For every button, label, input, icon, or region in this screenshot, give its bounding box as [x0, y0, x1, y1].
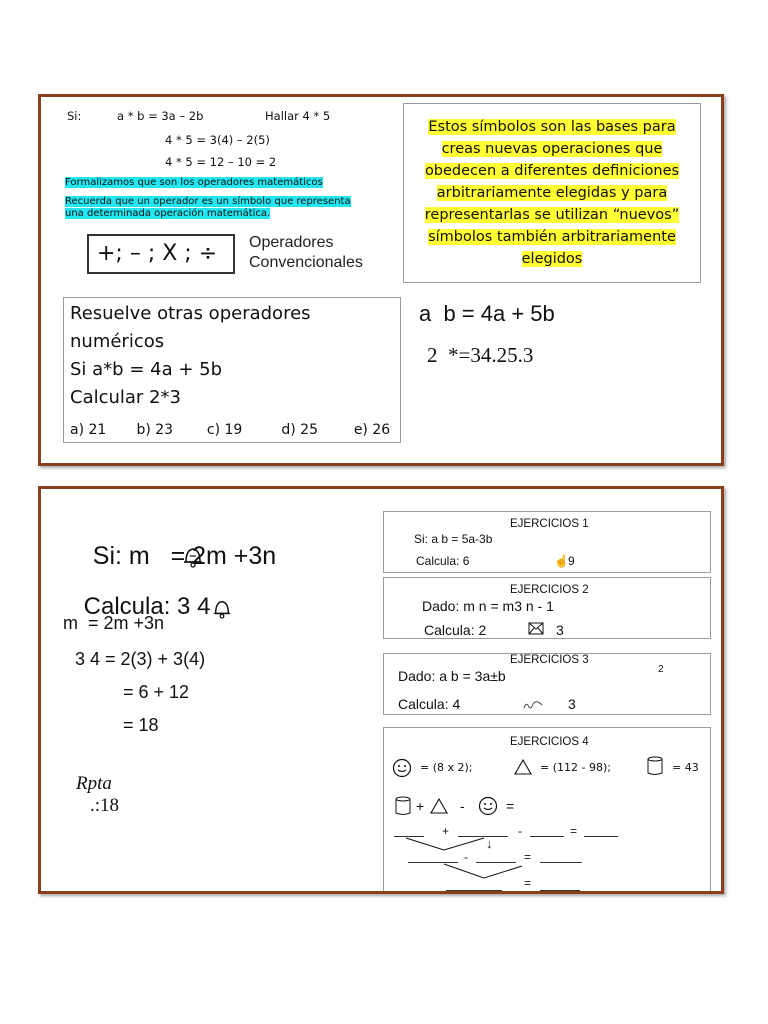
option-e: e) 26	[353, 422, 391, 438]
exercise-1-calc: Calcula: 6	[416, 554, 470, 568]
problem-step-1: 4 * 5 = 3(4) – 2(5)	[165, 133, 270, 147]
bell-operator-icon	[172, 569, 232, 654]
problem-definition: a * b = 3a – 2b	[117, 109, 204, 123]
exercise-4-eq-cylinder: = 43	[672, 761, 699, 774]
option-c: c) 19	[206, 422, 243, 438]
exercise-4-blank-minus: -	[518, 824, 522, 838]
example-step-def: m = 2m +3n	[63, 613, 165, 633]
formalize-text: Formalizamos que son los operadores matemáticos	[65, 177, 323, 188]
smiley-icon	[392, 758, 412, 783]
exercise-1-title: EJERCICIOS 1	[510, 518, 589, 530]
exercise-3-side-number: 2	[658, 664, 664, 675]
panel-operators-intro	[38, 94, 724, 466]
exercise-4-arrow: ↓	[486, 836, 493, 851]
info-box	[403, 103, 701, 283]
exercise-3-definition: Dado: a b = 3a±b	[398, 668, 506, 684]
example-step-1: 3 4 = 2(3) + 3(4)	[75, 649, 206, 669]
panel-new-operators	[38, 486, 724, 894]
blank-line	[584, 836, 618, 837]
example-step-3: = 18	[123, 715, 159, 735]
conventional-label: Operadores Convencionales	[249, 234, 363, 271]
conventional-operators-symbols: +; – ; X ; ÷	[97, 241, 218, 266]
exercise-3-calc: Calcula: 4	[398, 696, 461, 712]
envelope-operator-icon	[528, 622, 544, 640]
exercise-4-blank-equals: =	[570, 824, 578, 838]
exercise-4-blank2-minus: -	[464, 850, 468, 864]
exercise-4-blank2-equals: =	[524, 850, 532, 864]
exercise-4-blank-plus: +	[442, 824, 450, 838]
connector-lines	[404, 836, 554, 896]
exercise-1-box	[383, 511, 711, 573]
exercise-4-box	[383, 727, 711, 891]
blank-line	[540, 862, 582, 863]
info-text: Estos símbolos son las bases para creas nuevas operaciones que obedecen a diferentes definiciones arbitrariamente elegidas y para representarlas se utilizan “nuevos” símbolos también arbitrariamente elegidos	[424, 119, 680, 267]
hand-operator-icon: ☝	[554, 554, 569, 568]
exercise-4-blank3-equals: =	[524, 876, 532, 890]
exercise-text: Resuelve otras operadores numéricos Si a*b = 4a + 5b Calcular 2*3	[70, 303, 311, 408]
blank-line	[540, 890, 580, 891]
exercise-3-calc-number: 3	[568, 696, 576, 712]
exercise-4-eq-smiley: = (8 x 2);	[420, 761, 473, 774]
scribble-operator-icon	[522, 698, 544, 716]
reminder-text: Recuerda que un operador es un símbolo que representa una determinada operación matemática.	[65, 196, 351, 219]
exercise-1-calc-number: 9	[568, 554, 575, 568]
blank-line	[408, 862, 458, 863]
triangle-icon	[514, 759, 532, 780]
exercise-box	[63, 297, 401, 443]
smiley-icon	[478, 796, 498, 821]
blank-line	[476, 862, 516, 863]
blank-line	[446, 890, 502, 891]
example-answer: Rpta .:18	[76, 773, 120, 816]
option-b: b) 23	[136, 422, 174, 438]
option-a: a) 21	[70, 422, 107, 438]
problem-si: Si:	[67, 109, 82, 123]
exercise-2-calc: Calcula: 2	[424, 622, 487, 638]
triangle-icon	[430, 798, 448, 819]
example-definition: Si: m = 2m +3n	[65, 513, 276, 629]
exercise-2-box	[383, 577, 711, 639]
exercise-2-definition: Dado: m n = m3 n - 1	[422, 598, 554, 614]
exercise-4-minus: -	[460, 798, 465, 814]
problem-task: Hallar 4 * 5	[265, 109, 331, 123]
exercise-4-title: EJERCICIOS 4	[510, 736, 589, 748]
exercise-2-title: EJERCICIOS 2	[510, 584, 589, 596]
exercise-2-calc-number: 3	[556, 622, 564, 638]
example-step-2: = 6 + 12	[123, 682, 190, 702]
exercise-4-equals: =	[506, 798, 515, 814]
cylinder-icon	[394, 796, 412, 821]
cylinder-icon	[646, 756, 664, 781]
solution-work: 2 *=34.25.3	[427, 343, 534, 367]
example-calcula: Calcula: 3 4	[57, 565, 210, 677]
conventional-operators-box	[87, 234, 235, 274]
problem-step-2: 4 * 5 = 12 – 10 = 2	[165, 155, 277, 169]
option-d: d) 25	[281, 422, 318, 438]
exercise-options	[70, 422, 390, 438]
exercise-3-box	[383, 653, 711, 715]
exercise-3-title: EJERCICIOS 3	[510, 654, 589, 666]
solution-definition: a b = 4a + 5b	[419, 301, 555, 326]
exercise-1-definition: Si: a b = 5a-3b	[414, 532, 493, 546]
exercise-4-eq-triangle: = (112 - 98);	[540, 761, 611, 774]
exercise-4-plus: +	[416, 798, 425, 814]
